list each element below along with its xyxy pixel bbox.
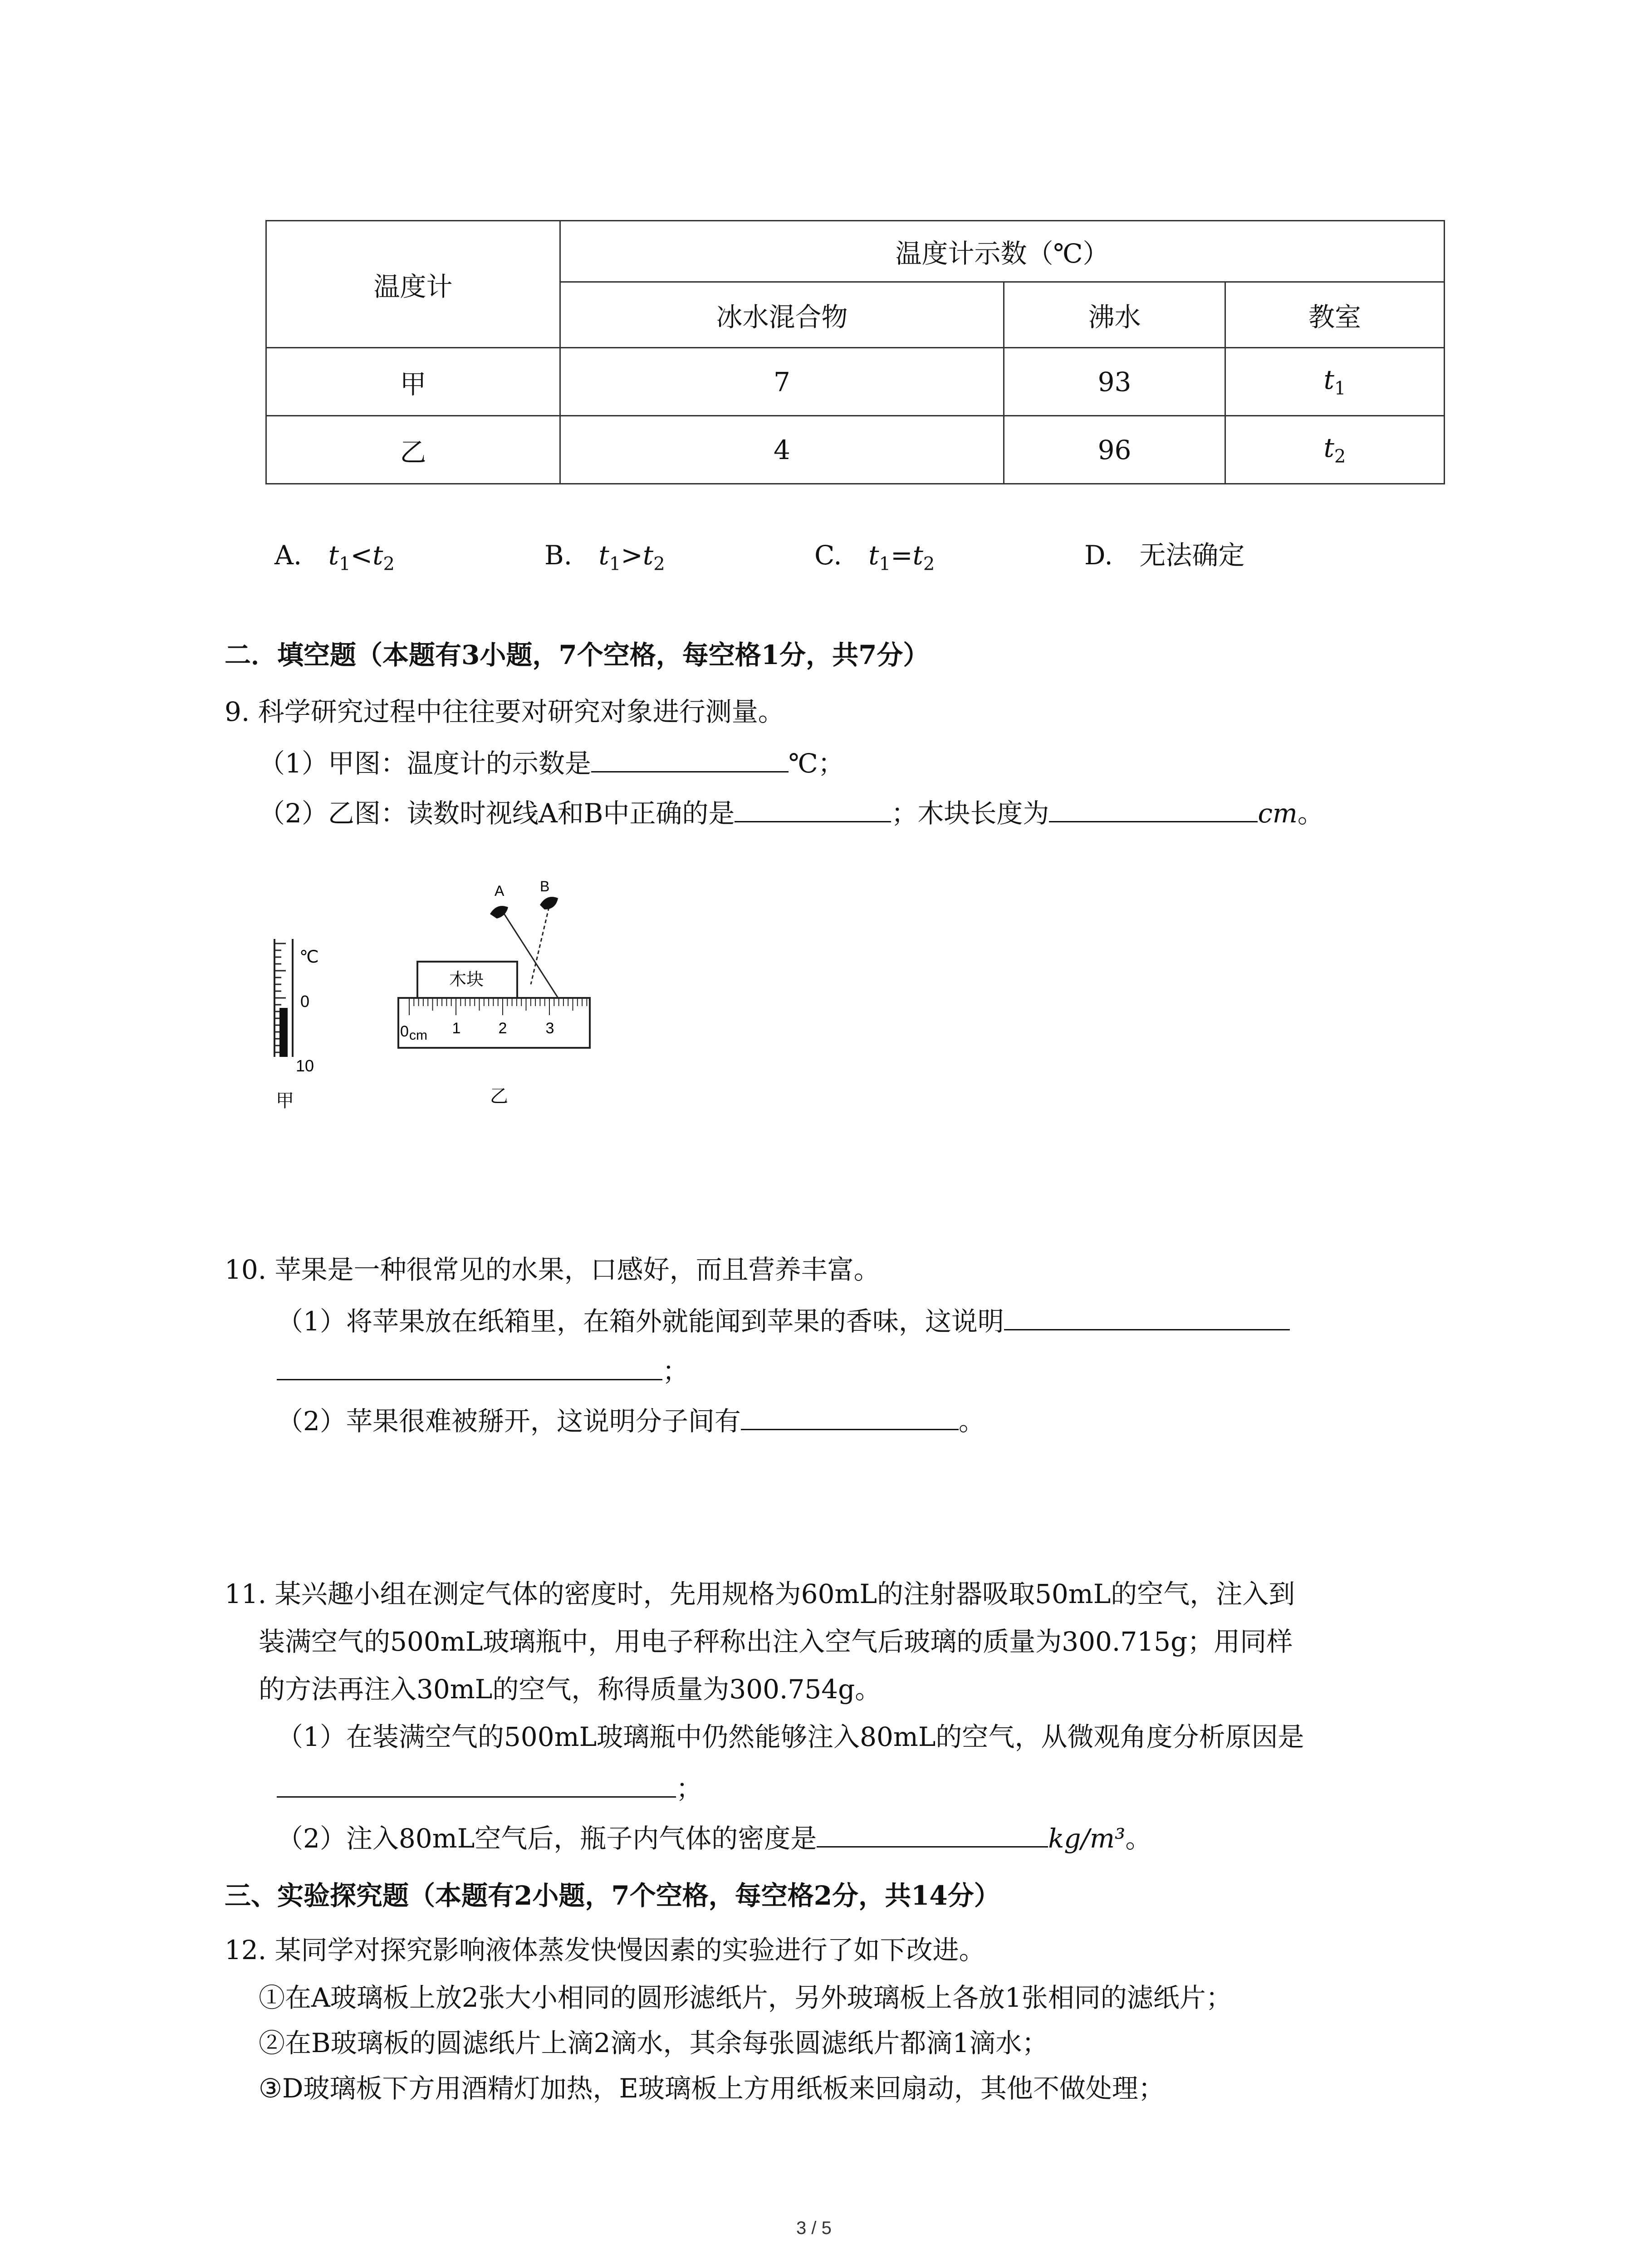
ruler-diagram [398,878,590,1106]
table-row [266,416,1445,484]
thermometer-label-10: 10 [296,1056,314,1075]
thermometer-table [265,220,1445,484]
wood-block-label: 木块 [449,970,484,989]
q12-step-3: ③D玻璃板下方用酒精灯加热，E玻璃板上方用纸板来回扇动，其他不做处理； [259,2073,1165,2104]
eye-b-icon [540,897,558,909]
q11-line1: 11. 某兴趣小组在测定气体的密度时，先用规格为60mL的注射器吸取50mL的空气，注入到 [225,1579,1295,1609]
page-number: 3 / 5 [796,2218,832,2238]
q10-part1: （1）将苹果放在纸箱里，在箱外就能闻到苹果的香味，这说明 [277,1306,1290,1334]
q10-part1-cont: ； [277,1356,689,1384]
row-name: 甲 [266,348,560,416]
q10-part2: （2）苹果很难被掰开，这说明分子间有 。 [277,1406,985,1437]
thermometer-diagram [274,939,319,1111]
mercury-column [279,1008,288,1057]
ruler-label-1: 1 [452,1020,461,1037]
section-3-title: 三、实验探究题（本题有2小题，7个空格，每空格2分，共14分） [225,1880,1000,1911]
q10-blank-2[interactable] [741,1406,959,1430]
sight-line-b [531,907,549,984]
q9-blank-1[interactable] [591,748,789,772]
ruler-label-2: 2 [498,1020,507,1037]
option-a[interactable]: A. $t_1<t_2$ [274,540,395,575]
ruler-caption: 乙 [490,1086,508,1106]
table-col-classroom: 教室 [1225,282,1445,348]
table-header-reading: 温度计示数（℃） [560,221,1445,282]
q11-part1: （1）在装满空气的500mL玻璃瓶中仍然能够注入80mL的空气，从微观角度分析原因是 [277,1721,1304,1752]
option-c[interactable]: C. $t_1=t_2$ [814,540,935,575]
measurement-figure [254,875,608,1129]
row-name: 乙 [266,416,560,484]
thermometer-label-0: 0 [300,992,310,1011]
row-room-value: $t_1$ [1225,348,1445,416]
section-2-title: 二．填空题（本题有3小题，7个空格，每空格1分，共7分） [225,640,930,670]
q10-blank-1b[interactable] [277,1356,662,1380]
row-ice-value: 4 [560,416,1004,484]
q9-part1: （1）甲图：温度计的示数是 ℃； [259,748,844,779]
q11-part2: （2）注入80mL空气后，瓶子内气体的密度是 kg/m³。 [277,1823,1152,1854]
eye-b-label: B [540,878,550,894]
q12-stem: 12. 某同学对探究影响液体蒸发快慢因素的实验进行了如下改进。 [225,1935,985,1965]
thermometer-unit-label: ℃ [299,948,319,967]
eye-a-label: A [495,883,505,899]
table-header-thermometer: 温度计 [266,221,560,348]
q12-step-1: ①在A玻璃板上放2张大小相同的圆形滤纸片，另外玻璃板上各放1张相同的滤纸片； [259,1982,1232,2013]
row-boil-value: 96 [1004,416,1225,484]
option-d[interactable]: D. 无法确定 [1084,540,1245,571]
q11-line2: 装满空气的500mL玻璃瓶中，用电子秤称出注入空气后玻璃的质量为300.715g；用同样 [259,1626,1293,1657]
thermometer-caption: 甲 [276,1091,294,1111]
row-boil-value: 93 [1004,348,1225,416]
table-col-ice-water: 冰水混合物 [560,282,1004,348]
q10-blank-1a[interactable] [1004,1306,1290,1330]
q12-step-2: ②在B玻璃板的圆滤纸片上滴2滴水，其余每张圆滤纸片都滴1滴水； [259,2028,1048,2058]
ruler-label-3: 3 [545,1020,554,1037]
table-col-boiling-water: 沸水 [1004,282,1225,348]
row-room-value: $t_2$ [1225,416,1445,484]
q9-blank-2[interactable] [735,798,891,822]
row-ice-value: 7 [560,348,1004,416]
q11-blank-2[interactable] [817,1823,1048,1848]
q9-stem: 9. 科学研究过程中往往要对研究对象进行测量。 [225,696,784,727]
q11-part1-cont: ； [277,1774,702,1802]
q11-blank-1[interactable] [277,1774,676,1798]
q9-part2: （2）乙图：读数时视线A和B中正确的是 ；木块长度为 cm。 [259,798,1324,829]
ruler-unit-label: cm [409,1028,427,1043]
q10-stem: 10. 苹果是一种很常见的水果，口感好，而且营养丰富。 [225,1254,880,1285]
table-row [266,348,1445,416]
q11-line3: 的方法再注入30mL的空气，称得质量为300.754g。 [259,1674,882,1705]
option-b[interactable]: B. $t_1>t_2$ [544,540,665,575]
ruler-label-0: 0 [400,1023,409,1040]
q9-blank-3[interactable] [1049,798,1258,822]
